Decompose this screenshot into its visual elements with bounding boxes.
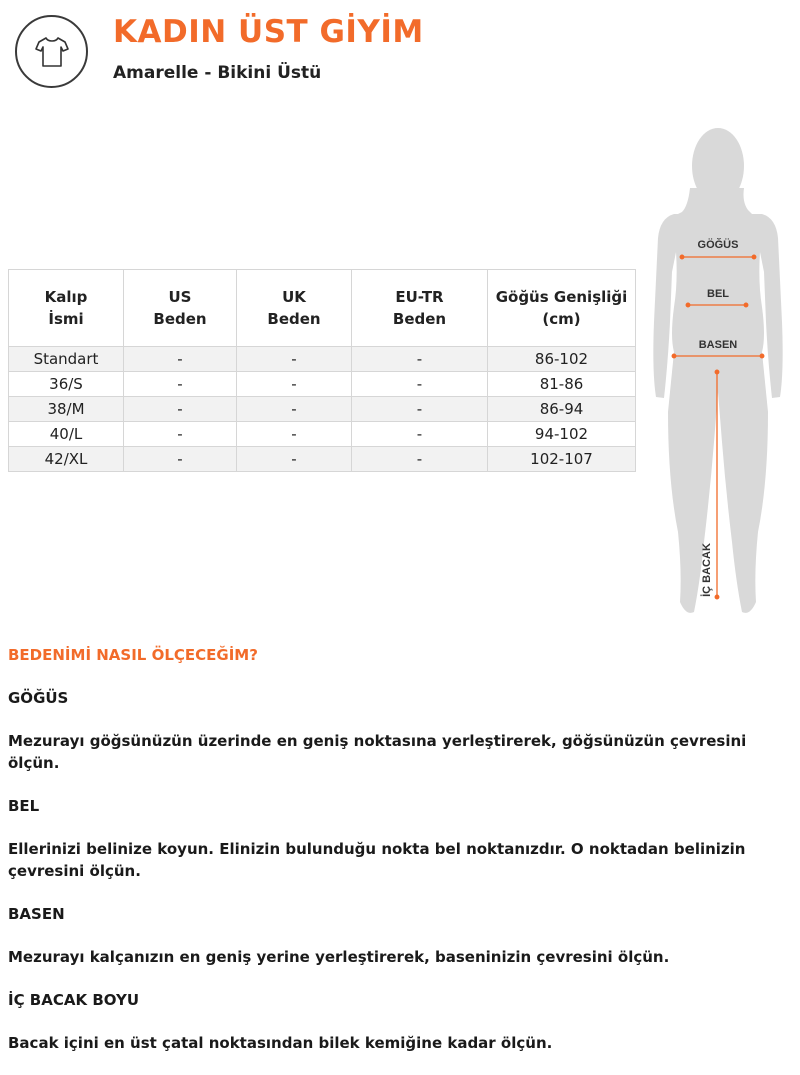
table-cell: 36/S (9, 372, 124, 397)
table-cell: - (352, 347, 488, 372)
guide-text-waist: Ellerinizi belinize koyun. Elinizin bulunduğu nokta bel noktanızdır. O noktadan belinizin çevresini ölçün. (8, 840, 746, 880)
page-title: KADIN ÜST GİYİM (113, 14, 424, 50)
table-cell: - (237, 372, 352, 397)
table-cell: - (237, 397, 352, 422)
table-cell: - (237, 447, 352, 472)
guide-text-inseam: Bacak içini en üst çatal noktasından bilek kemiğine kadar ölçün. (8, 1034, 553, 1052)
table-row (9, 372, 636, 397)
guide-question: BEDENİMİ NASIL ÖLÇECEĞİM? (8, 646, 258, 664)
table-cell: 86-94 (488, 397, 636, 422)
guide-heading-waist: BEL (8, 797, 40, 815)
table-cell: - (124, 397, 237, 422)
table-cell: 94-102 (488, 422, 636, 447)
table-cell: - (124, 372, 237, 397)
guide-heading-hip: BASEN (8, 905, 65, 923)
table-cell: - (352, 397, 488, 422)
guide-heading-inseam: İÇ BACAK BOYU (8, 991, 140, 1009)
waist-label: BEL (707, 288, 729, 300)
table-cell: 38/M (9, 397, 124, 422)
table-row (9, 422, 636, 447)
table-cell: 40/L (9, 422, 124, 447)
body-measurement-figure (648, 122, 788, 622)
table-cell: - (124, 422, 237, 447)
tshirt-icon (34, 35, 70, 69)
column-header-chest-width: Göğüs Genişliği (cm) (488, 270, 636, 347)
product-name: Amarelle - Bikini Üstü (113, 63, 322, 83)
column-header-fit-name: Kalıp İsmi (9, 270, 124, 347)
table-cell: 81-86 (488, 372, 636, 397)
table-row (9, 397, 636, 422)
table-row (9, 347, 636, 372)
column-header-eu-tr-size: EU-TR Beden (352, 270, 488, 347)
size-chart-table (8, 269, 636, 472)
table-cell: Standart (9, 347, 124, 372)
column-header-us-size: US Beden (124, 270, 237, 347)
table-header-row (9, 270, 636, 347)
table-cell: - (237, 347, 352, 372)
table-cell: - (237, 422, 352, 447)
chest-label: GÖĞÜS (697, 239, 739, 251)
table-row (9, 447, 636, 472)
table-cell: - (352, 372, 488, 397)
inseam-label: İÇ BACAK (701, 543, 713, 597)
guide-text-hip: Mezurayı kalçanızın en geniş yerine yerleştirerek, baseninizin çevresini ölçün. (8, 948, 670, 966)
hip-label: BASEN (698, 339, 738, 351)
table-cell: - (124, 447, 237, 472)
guide-text-chest: Mezurayı göğsünüzün üzerinde en geniş noktasına yerleştirerek, göğsünüzün çevresini ölçün. (8, 732, 747, 772)
table-cell: - (352, 447, 488, 472)
table-cell: 86-102 (488, 347, 636, 372)
tshirt-icon-badge (15, 15, 88, 88)
table-cell: 102-107 (488, 447, 636, 472)
table-cell: - (124, 347, 237, 372)
guide-heading-chest: GÖĞÜS (8, 689, 69, 707)
table-cell: 42/XL (9, 447, 124, 472)
column-header-uk-size: UK Beden (237, 270, 352, 347)
table-cell: - (352, 422, 488, 447)
measurement-guide (8, 644, 792, 1075)
